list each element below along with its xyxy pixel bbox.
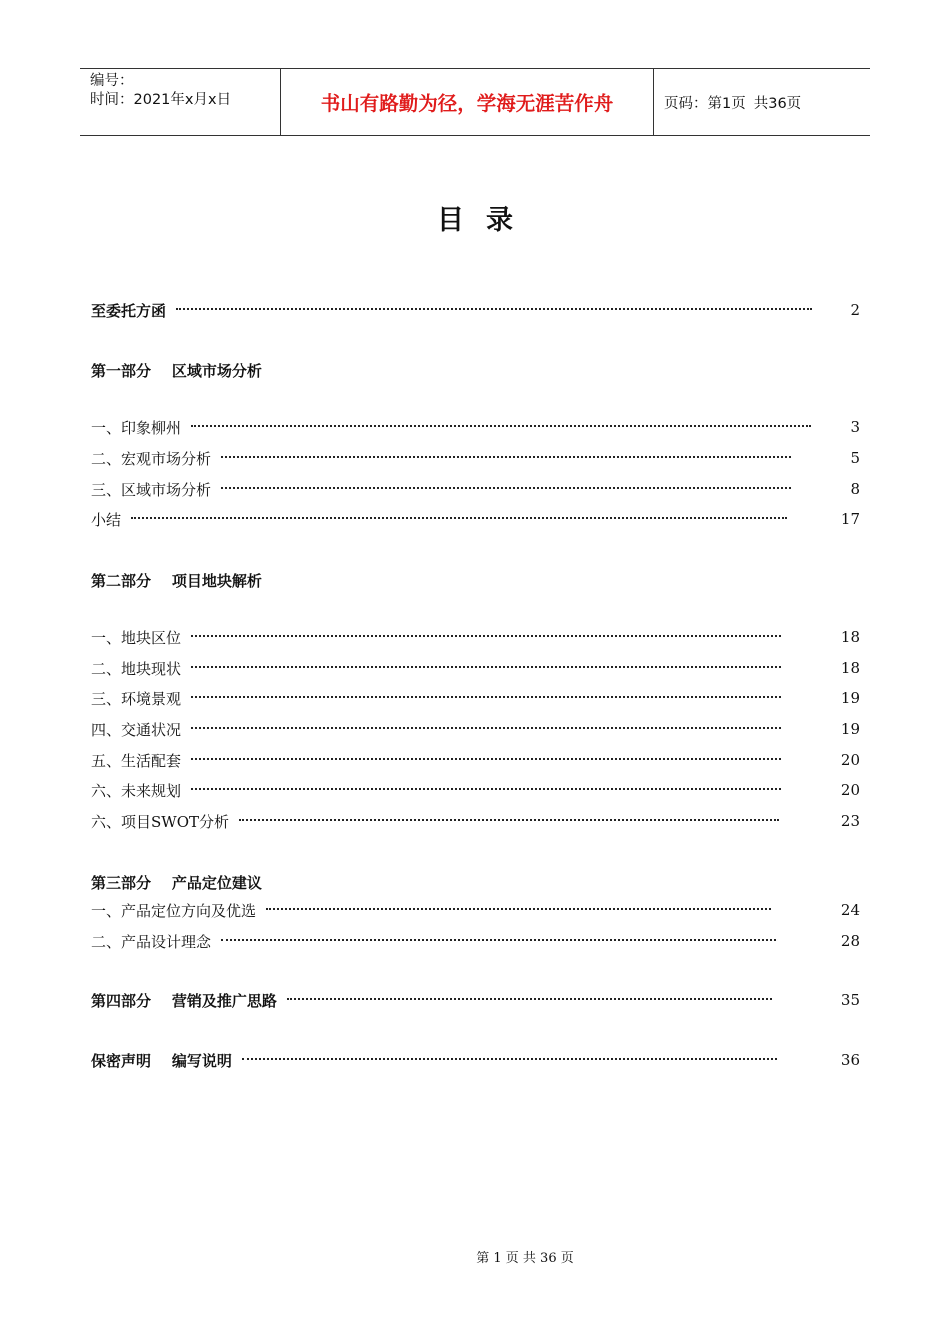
toc-page-number: 2 (850, 301, 860, 319)
toc-entry[interactable] (91, 779, 791, 801)
page-header (80, 68, 870, 136)
toc-leader (191, 788, 781, 790)
toc-leader (176, 308, 812, 310)
toc-page-number: 35 (840, 991, 860, 1009)
toc-label: 一、印象柳州 (91, 418, 182, 437)
header-meta (80, 69, 281, 135)
header-motto: 书山有路勤为径，学海无涯苦作舟 (281, 69, 654, 135)
toc-leader (242, 1058, 777, 1060)
toc-entry[interactable] (91, 508, 797, 530)
toc-label: 六、项目SWOT分析 (91, 812, 229, 831)
toc-leader (191, 666, 781, 668)
toc-label: 至委托方函 (91, 301, 167, 320)
toc-page-number: 36 (840, 1051, 860, 1069)
toc-page-number: 17 (840, 510, 860, 528)
toc-entry-part5[interactable] (91, 1049, 787, 1071)
toc-label: 一、地块区位 (91, 628, 182, 647)
toc-entry[interactable] (91, 657, 791, 679)
toc-entry-part4[interactable] (91, 989, 782, 1011)
toc-label: 五、生活配套 (91, 751, 182, 770)
toc-page-number: 3 (850, 418, 860, 436)
toc-leader (266, 908, 771, 910)
toc-label: 二、产品设计理念 (91, 932, 212, 951)
toc-leader (191, 758, 781, 760)
toc-label: 二、宏观市场分析 (91, 449, 212, 468)
toc-leader (191, 696, 781, 698)
number-label: 编号： (90, 73, 134, 89)
toc-page-number: 20 (840, 751, 860, 769)
toc-label: 一、产品定位方向及优选 (91, 901, 257, 920)
toc-entry[interactable] (91, 749, 791, 771)
toc-label: 六、未来规划 (91, 781, 182, 800)
toc-page-number: 19 (840, 689, 860, 707)
page-total-label: 共36页 (753, 95, 802, 112)
toc-leader (191, 635, 781, 637)
toc-label: 小结 (91, 510, 122, 529)
toc-entry[interactable] (91, 478, 801, 500)
toc-entry[interactable] (91, 687, 791, 709)
page-footer: 第 1 页 共 36 页 (476, 1251, 574, 1266)
toc-page-number: 5 (850, 449, 860, 467)
toc-entry[interactable] (91, 930, 786, 952)
toc-page-number: 19 (840, 720, 860, 738)
toc-page-number: 24 (840, 901, 860, 919)
toc-label: 三、区域市场分析 (91, 480, 212, 499)
toc-leader (191, 425, 811, 427)
toc-leader (131, 517, 787, 519)
toc-entry[interactable] (91, 416, 821, 438)
toc-page-number: 8 (850, 480, 860, 498)
toc-entry-intro[interactable] (91, 299, 822, 321)
toc-label: 第四部分 营销及推广思路 (91, 991, 277, 1010)
toc-entry[interactable] (91, 718, 791, 740)
toc-entry[interactable] (91, 447, 801, 469)
toc-label: 四、交通状况 (91, 720, 182, 739)
toc-label: 二、地块现状 (91, 659, 182, 678)
toc-label: 三、环境景观 (91, 689, 182, 708)
section-heading-part1[interactable]: 第一部分 区域市场分析 (91, 362, 262, 380)
toc-label: 保密声明 编写说明 (91, 1051, 232, 1070)
section-heading-part2[interactable]: 第二部分 项目地块解析 (91, 572, 262, 590)
toc-page-number: 28 (840, 932, 860, 950)
time-label: 时间：2021年x月x日 (90, 92, 232, 108)
page-title: 目录 (437, 205, 535, 236)
page-number-label: 页码：第1页 (664, 95, 746, 112)
toc-entry[interactable] (91, 626, 791, 648)
toc-leader (221, 456, 791, 458)
toc-leader (221, 487, 791, 489)
toc-leader (239, 819, 779, 821)
header-page-info (654, 69, 870, 135)
toc-entry[interactable] (91, 899, 781, 921)
toc-page-number: 20 (840, 781, 860, 799)
section-heading-part3[interactable]: 第三部分 产品定位建议 (91, 874, 262, 892)
toc-leader (191, 727, 781, 729)
toc-leader (287, 998, 772, 1000)
toc-page-number: 23 (840, 812, 860, 830)
toc-page-number: 18 (840, 659, 860, 677)
toc-leader (221, 939, 776, 941)
toc-page-number: 18 (840, 628, 860, 646)
toc-entry[interactable] (91, 810, 789, 832)
